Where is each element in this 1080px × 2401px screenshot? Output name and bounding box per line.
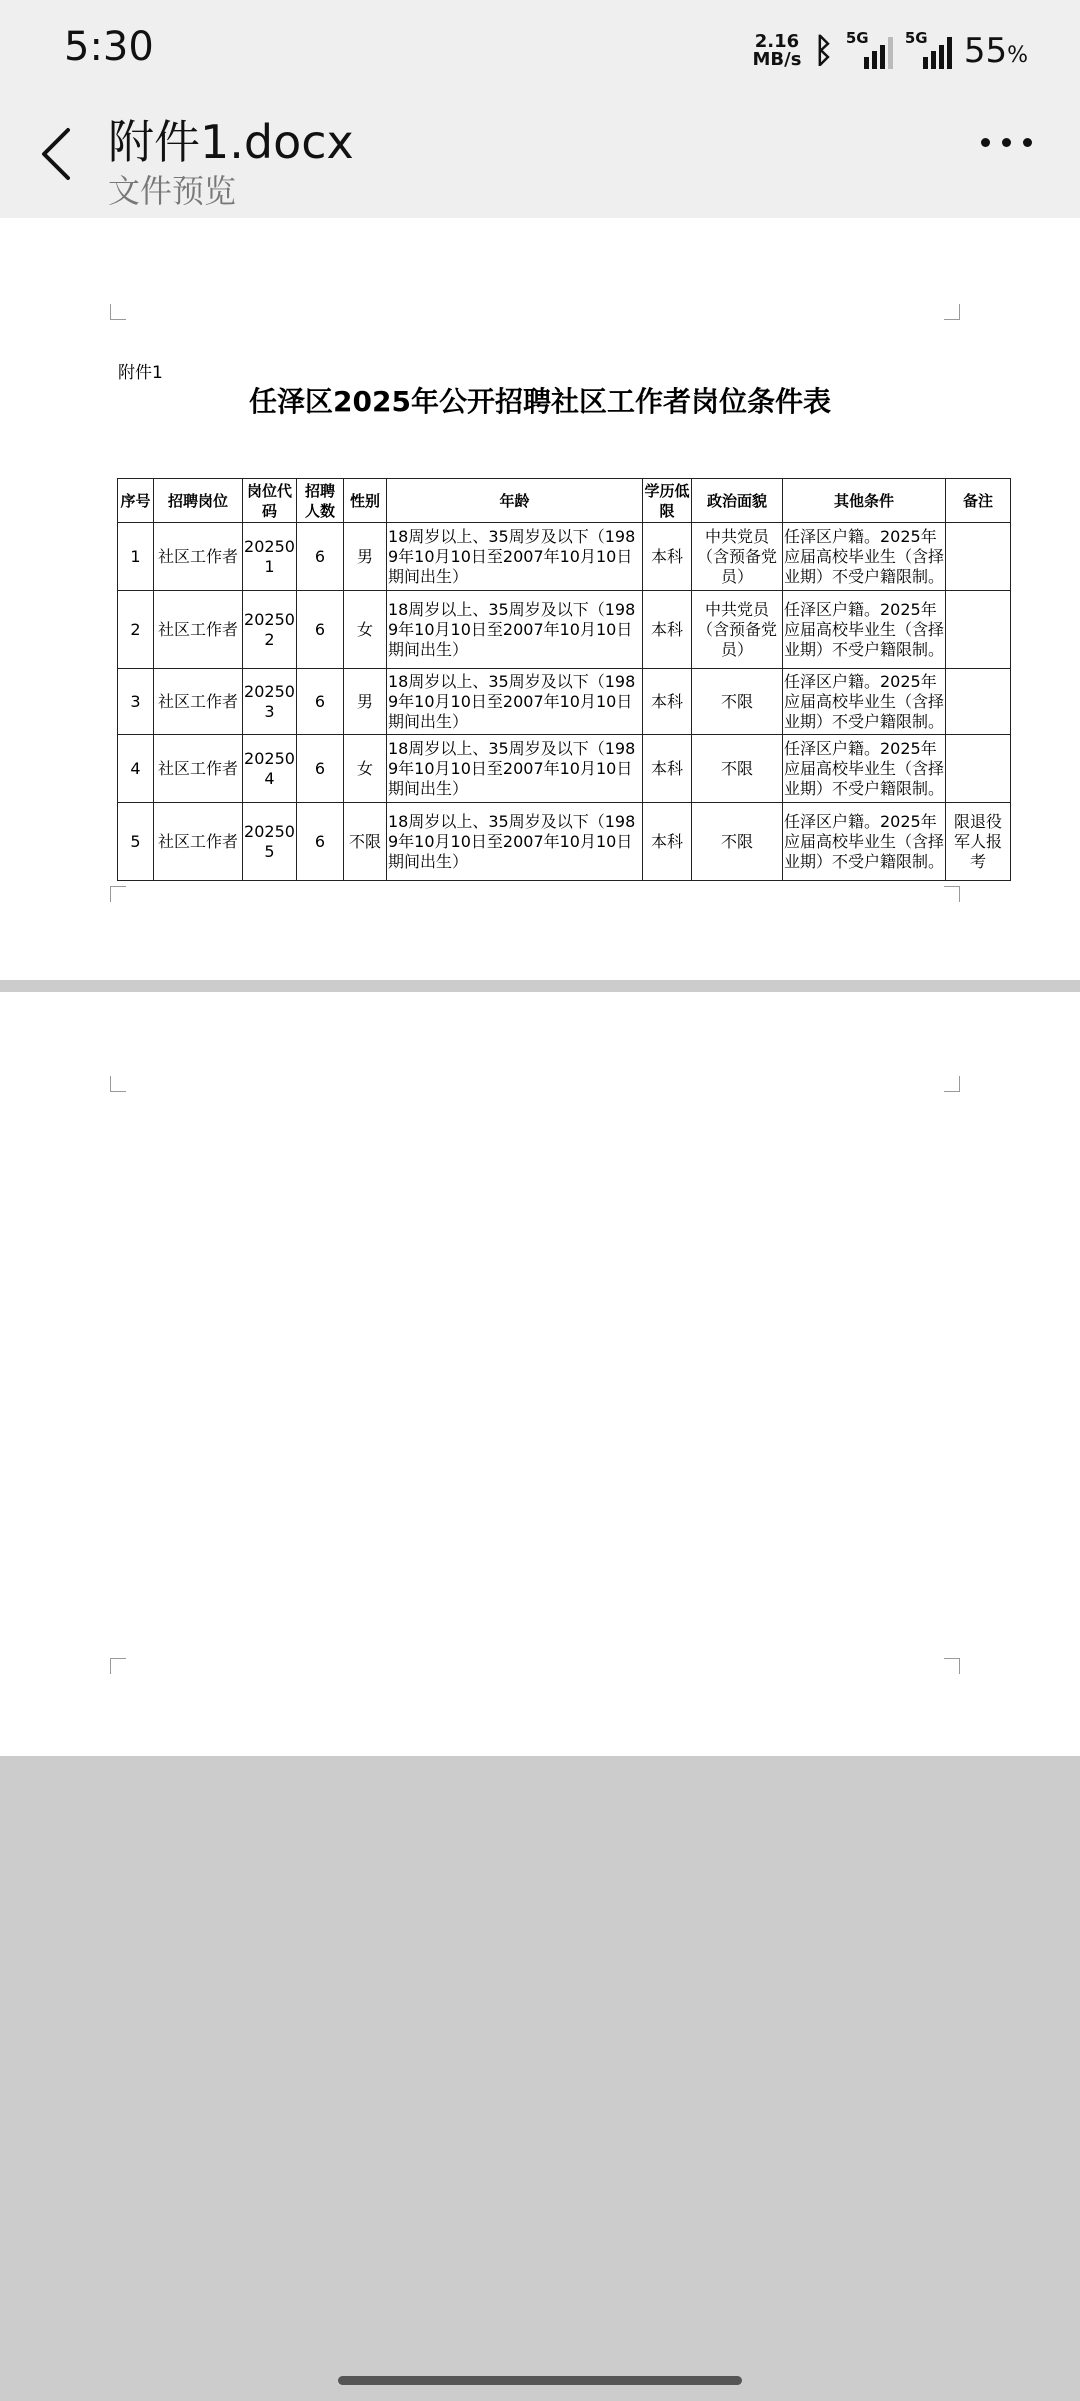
table-cell: 女 bbox=[344, 591, 387, 669]
status-icons bbox=[753, 28, 1029, 74]
table-cell: 社区工作者 bbox=[154, 735, 243, 803]
crop-mark bbox=[110, 304, 126, 320]
table-cell: 中共党员（含预备党员） bbox=[692, 591, 783, 669]
attachment-label: 附件1 bbox=[118, 363, 163, 383]
back-arrow-icon[interactable] bbox=[34, 124, 78, 184]
status-bar bbox=[0, 0, 1080, 96]
column-header: 招聘人数 bbox=[297, 479, 344, 523]
table-cell: 社区工作者 bbox=[154, 523, 243, 591]
table-row bbox=[118, 735, 1011, 803]
table-cell: 3 bbox=[118, 669, 154, 735]
table-row bbox=[118, 523, 1011, 591]
table-cell: 4 bbox=[118, 735, 154, 803]
table-cell: 任泽区户籍。2025年应届高校毕业生（含择业期）不受户籍限制。 bbox=[783, 591, 946, 669]
table-cell: 任泽区户籍。2025年应届高校毕业生（含择业期）不受户籍限制。 bbox=[783, 735, 946, 803]
table-cell: 任泽区户籍。2025年应届高校毕业生（含择业期）不受户籍限制。 bbox=[783, 669, 946, 735]
signal-icon-sim1 bbox=[845, 29, 893, 69]
table-cell: 女 bbox=[344, 735, 387, 803]
sim1-network-label: 5G bbox=[845, 29, 869, 47]
network-speed-value: 2.16 bbox=[754, 31, 800, 52]
table-cell: 本科 bbox=[643, 591, 692, 669]
document-page-2 bbox=[0, 992, 1080, 1756]
column-header: 岗位代码 bbox=[243, 479, 297, 523]
table-cell: 18周岁以上、35周岁及以下（1989年10月10日至2007年10月10日期间出生） bbox=[387, 591, 643, 669]
table-cell: 18周岁以上、35周岁及以下（1989年10月10日至2007年10月10日期间出生） bbox=[387, 669, 643, 735]
table-cell: 6 bbox=[297, 669, 344, 735]
table-cell: 202501 bbox=[243, 523, 297, 591]
home-indicator[interactable] bbox=[338, 2376, 742, 2385]
table-cell: 社区工作者 bbox=[154, 591, 243, 669]
table-cell: 2 bbox=[118, 591, 154, 669]
table-cell: 中共党员（含预备党员） bbox=[692, 523, 783, 591]
crop-mark bbox=[944, 886, 960, 902]
column-header: 政治面貌 bbox=[692, 479, 783, 523]
document-title: 附件1.docx bbox=[108, 115, 354, 169]
crop-mark bbox=[944, 304, 960, 320]
table-cell: 1 bbox=[118, 523, 154, 591]
table-cell: 5 bbox=[118, 803, 154, 881]
column-header: 其他条件 bbox=[783, 479, 946, 523]
crop-mark bbox=[110, 886, 126, 902]
sim2-network-label: 5G bbox=[904, 29, 928, 47]
job-conditions-table bbox=[117, 478, 1011, 881]
column-header: 学历低限 bbox=[643, 479, 692, 523]
table-cell: 任泽区户籍。2025年应届高校毕业生（含择业期）不受户籍限制。 bbox=[783, 803, 946, 881]
column-header: 备注 bbox=[946, 479, 1011, 523]
column-header: 性别 bbox=[344, 479, 387, 523]
crop-mark bbox=[110, 1658, 126, 1674]
status-time: 5:30 bbox=[64, 24, 154, 70]
crop-mark bbox=[944, 1076, 960, 1092]
battery-indicator bbox=[964, 31, 1028, 71]
column-header: 序号 bbox=[118, 479, 154, 523]
column-header: 招聘岗位 bbox=[154, 479, 243, 523]
table-cell: 社区工作者 bbox=[154, 669, 243, 735]
table-row bbox=[118, 669, 1011, 735]
more-options-icon[interactable] bbox=[981, 138, 1032, 147]
table-cell: 不限 bbox=[344, 803, 387, 881]
table-title: 任泽区2025年公开招聘社区工作者岗位条件表 bbox=[249, 385, 831, 418]
column-header: 年龄 bbox=[387, 479, 643, 523]
table-cell bbox=[946, 591, 1011, 669]
table-cell bbox=[946, 735, 1011, 803]
table-cell: 社区工作者 bbox=[154, 803, 243, 881]
table-cell: 不限 bbox=[692, 735, 783, 803]
table-cell: 202505 bbox=[243, 803, 297, 881]
table-cell: 不限 bbox=[692, 669, 783, 735]
table-cell: 限退役军人报考 bbox=[946, 803, 1011, 881]
table-cell: 男 bbox=[344, 669, 387, 735]
battery-unit: % bbox=[1007, 43, 1028, 68]
app-header bbox=[0, 96, 1080, 218]
document-page-1 bbox=[0, 218, 1080, 980]
table-cell: 6 bbox=[297, 591, 344, 669]
table-row bbox=[118, 591, 1011, 669]
table-cell: 6 bbox=[297, 523, 344, 591]
table-cell: 任泽区户籍。2025年应届高校毕业生（含择业期）不受户籍限制。 bbox=[783, 523, 946, 591]
table-cell bbox=[946, 669, 1011, 735]
table-cell bbox=[946, 523, 1011, 591]
table-cell: 202502 bbox=[243, 591, 297, 669]
network-speed-unit: MB/s bbox=[752, 49, 802, 70]
table-cell: 本科 bbox=[643, 523, 692, 591]
table-cell: 不限 bbox=[692, 803, 783, 881]
table-cell: 18周岁以上、35周岁及以下（1989年10月10日至2007年10月10日期间出生） bbox=[387, 735, 643, 803]
bluetooth-icon: ᛒ bbox=[813, 31, 834, 71]
table-cell: 本科 bbox=[643, 803, 692, 881]
table-cell: 202503 bbox=[243, 669, 297, 735]
table-cell: 男 bbox=[344, 523, 387, 591]
table-cell: 6 bbox=[297, 735, 344, 803]
battery-value: 55 bbox=[963, 31, 1008, 71]
table-cell: 18周岁以上、35周岁及以下（1989年10月10日至2007年10月10日期间出生） bbox=[387, 803, 643, 881]
crop-mark bbox=[944, 1658, 960, 1674]
document-subtitle: 文件预览 bbox=[108, 172, 237, 210]
network-speed bbox=[753, 33, 802, 69]
table-cell: 本科 bbox=[643, 735, 692, 803]
table-cell: 202504 bbox=[243, 735, 297, 803]
table-cell: 6 bbox=[297, 803, 344, 881]
table-cell: 本科 bbox=[643, 669, 692, 735]
table-row bbox=[118, 803, 1011, 881]
signal-icon-sim2 bbox=[904, 29, 952, 69]
table-header-row bbox=[118, 479, 1011, 523]
crop-mark bbox=[110, 1076, 126, 1092]
table-cell: 18周岁以上、35周岁及以下（1989年10月10日至2007年10月10日期间出生） bbox=[387, 523, 643, 591]
